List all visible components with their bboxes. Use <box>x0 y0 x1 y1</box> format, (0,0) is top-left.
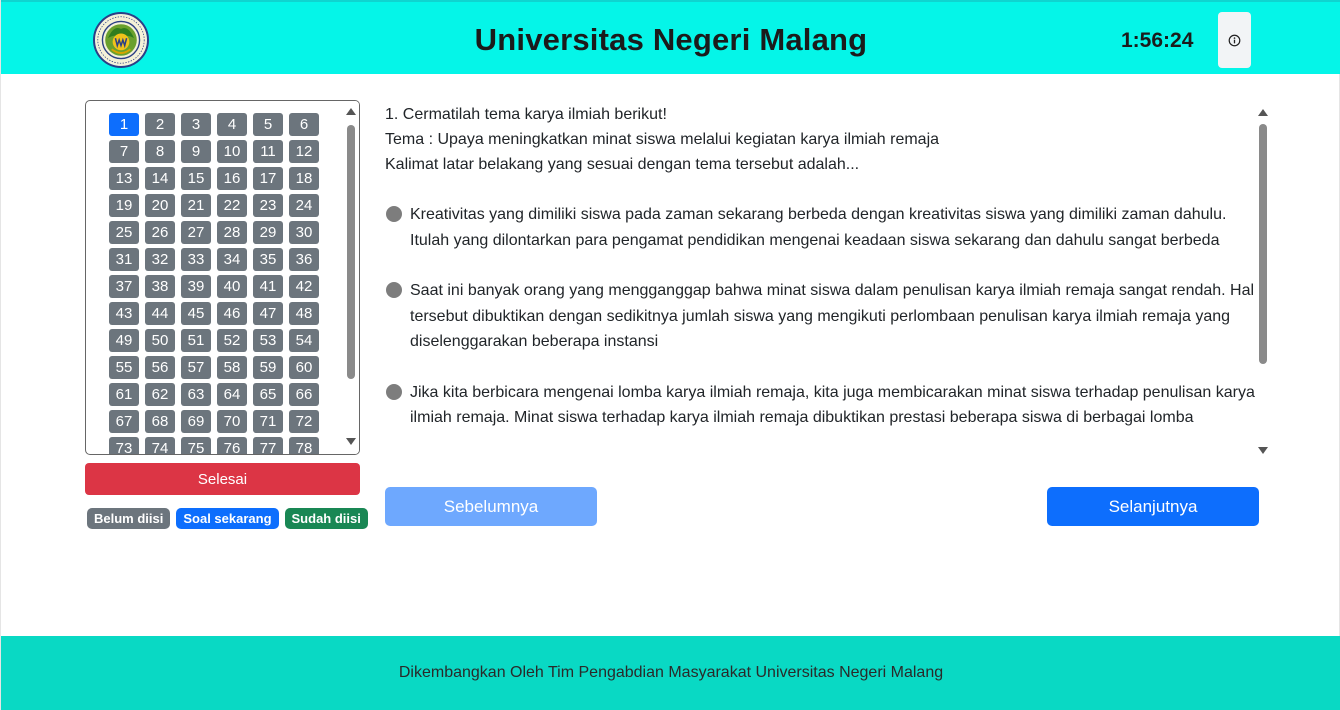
question-number-button[interactable]: 6 <box>289 113 319 136</box>
question-number-button[interactable]: 47 <box>253 302 283 325</box>
answer-option[interactable] <box>385 380 1255 431</box>
question-number-button[interactable]: 9 <box>181 140 211 163</box>
question-number-button[interactable]: 31 <box>109 248 139 271</box>
scroll-up-arrow-icon[interactable] <box>1258 109 1268 116</box>
answer-option[interactable] <box>385 278 1255 355</box>
question-number-button[interactable]: 72 <box>289 410 319 433</box>
question-number-button[interactable]: 17 <box>253 167 283 190</box>
question-number-button[interactable]: 63 <box>181 383 211 406</box>
question-number-button[interactable]: 54 <box>289 329 319 352</box>
footer-text: Dikembangkan Oleh Tim Pengabdian Masyarakat Universitas Negeri Malang <box>398 664 944 681</box>
question-number-button[interactable]: 16 <box>217 167 247 190</box>
question-number-button[interactable]: 33 <box>181 248 211 271</box>
question-number-button[interactable]: 52 <box>217 329 247 352</box>
question-number-button[interactable]: 24 <box>289 194 319 217</box>
question-number-button[interactable]: 57 <box>181 356 211 379</box>
question-number-button[interactable]: 3 <box>181 113 211 136</box>
finish-button[interactable]: Selesai <box>85 463 360 495</box>
question-number-button[interactable]: 39 <box>181 275 211 298</box>
scroll-thumb[interactable] <box>1259 124 1267 364</box>
question-number-button[interactable]: 23 <box>253 194 283 217</box>
question-number-button[interactable]: 55 <box>109 356 139 379</box>
question-number-button[interactable]: 20 <box>145 194 175 217</box>
question-number-button[interactable]: 10 <box>217 140 247 163</box>
question-number-button[interactable]: 30 <box>289 221 319 244</box>
countdown-timer: 1:56:24 <box>1121 29 1194 52</box>
question-number-button[interactable]: 5 <box>253 113 283 136</box>
question-number-button[interactable]: 34 <box>217 248 247 271</box>
question-number-button[interactable]: 40 <box>217 275 247 298</box>
previous-button[interactable]: Sebelumnya <box>385 487 597 526</box>
question-number-button[interactable]: 73 <box>109 437 139 455</box>
question-number-button[interactable]: 75 <box>181 437 211 455</box>
next-button[interactable]: Selanjutnya <box>1047 487 1259 526</box>
question-number-button[interactable]: 29 <box>253 221 283 244</box>
question-number-button[interactable]: 21 <box>181 194 211 217</box>
question-number-button[interactable]: 13 <box>109 167 139 190</box>
question-number-button[interactable]: 67 <box>109 410 139 433</box>
question-number-button[interactable]: 51 <box>181 329 211 352</box>
question-number-button[interactable]: 48 <box>289 302 319 325</box>
navigator-scrollbar[interactable] <box>343 101 359 454</box>
question-instruction: Kalimat latar belakang yang sesuai dengan tema tersebut adalah... <box>385 156 860 173</box>
question-number-button[interactable]: 7 <box>109 140 139 163</box>
question-number-button[interactable]: 59 <box>253 356 283 379</box>
radio-button[interactable] <box>386 206 402 222</box>
question-number-button[interactable]: 19 <box>109 194 139 217</box>
radio-button[interactable] <box>386 282 402 298</box>
radio-button[interactable] <box>386 384 402 400</box>
question-number-button[interactable]: 27 <box>181 221 211 244</box>
question-number-button[interactable]: 77 <box>253 437 283 455</box>
scroll-down-arrow-icon[interactable] <box>346 438 356 445</box>
question-number-button[interactable]: 11 <box>253 140 283 163</box>
question-number-button[interactable]: 12 <box>289 140 319 163</box>
question-number-button[interactable]: 26 <box>145 221 175 244</box>
question-scrollbar[interactable] <box>1255 102 1271 460</box>
question-number-button[interactable]: 50 <box>145 329 175 352</box>
question-panel <box>385 102 1255 460</box>
question-number-button[interactable]: 36 <box>289 248 319 271</box>
question-number-button[interactable]: 18 <box>289 167 319 190</box>
question-number-button[interactable]: 32 <box>145 248 175 271</box>
question-number-button[interactable]: 44 <box>145 302 175 325</box>
question-text <box>385 102 1255 177</box>
question-number-button[interactable]: 61 <box>109 383 139 406</box>
question-number-button[interactable]: 15 <box>181 167 211 190</box>
question-number-button[interactable]: 25 <box>109 221 139 244</box>
question-number-button[interactable]: 62 <box>145 383 175 406</box>
question-number-button[interactable]: 45 <box>181 302 211 325</box>
question-number-button[interactable]: 43 <box>109 302 139 325</box>
question-number-button[interactable]: 70 <box>217 410 247 433</box>
question-number-button[interactable]: 4 <box>217 113 247 136</box>
header-bar <box>1 0 1340 74</box>
question-number-button[interactable]: 78 <box>289 437 319 455</box>
question-number-button[interactable]: 74 <box>145 437 175 455</box>
question-number-button[interactable]: 65 <box>253 383 283 406</box>
question-number-button[interactable]: 22 <box>217 194 247 217</box>
question-theme: Tema : Upaya meningkatkan minat siswa melalui kegiatan karya ilmiah remaja <box>385 131 940 148</box>
question-number-button[interactable]: 58 <box>217 356 247 379</box>
info-button[interactable] <box>1218 12 1251 68</box>
answer-option-text: Jika kita berbicara mengenai lomba karya ilmiah remaja, kita juga membicarakan minat siswa terhadap penulisan karya ilmiah remaja. Minat siswa terhadap karya ilmiah remaja dibuktikan prestasi beberapa siswa di berbagai lomba <box>410 383 1255 426</box>
answer-option-text: Saat ini banyak orang yang mengganggap bahwa minat siswa dalam penulisan karya ilmiah remaja sangat rendah. Hal tersebut dibuktikan dengan sedikitnya jumlah siswa yang mengikuti perlombaan penulisan karya ilmiah remaja yang diselenggarakan beberapa instansi <box>410 282 1255 350</box>
question-number-button[interactable]: 53 <box>253 329 283 352</box>
scroll-down-arrow-icon[interactable] <box>1258 447 1268 454</box>
answer-option-text: Kreativitas yang dimiliki siswa pada zaman sekarang berbeda dengan kreativitas siswa yang dimiliki zaman dahulu. Itulah yang dilontarkan para pengamat pendidikan mengenai keadaan siswa sekarang dan dahulu sangat berbeda <box>410 206 1227 249</box>
question-number-button[interactable]: 41 <box>253 275 283 298</box>
question-number-button[interactable]: 1 <box>109 113 139 136</box>
question-number-button[interactable]: 66 <box>289 383 319 406</box>
question-number-button[interactable]: 42 <box>289 275 319 298</box>
page-title: Universitas Negeri Malang <box>474 22 868 57</box>
question-number-button[interactable]: 71 <box>253 410 283 433</box>
question-number-grid <box>109 113 321 455</box>
info-circle-icon <box>1228 34 1241 47</box>
answer-options <box>385 202 1255 431</box>
question-number-button[interactable]: 76 <box>217 437 247 455</box>
scroll-thumb[interactable] <box>347 125 355 379</box>
question-number-button[interactable]: 46 <box>217 302 247 325</box>
question-number-button[interactable]: 14 <box>145 167 175 190</box>
question-number-button[interactable]: 28 <box>217 221 247 244</box>
question-number-button[interactable]: 35 <box>253 248 283 271</box>
question-number-button[interactable]: 8 <box>145 140 175 163</box>
footer-bar <box>1 636 1340 710</box>
legend-answered-badge: Sudah diisi <box>285 508 368 529</box>
question-number-button[interactable]: 2 <box>145 113 175 136</box>
scroll-up-arrow-icon[interactable] <box>346 108 356 115</box>
question-navigator <box>85 100 360 455</box>
question-number-button[interactable]: 64 <box>217 383 247 406</box>
status-legend <box>87 508 368 529</box>
legend-unanswered-badge: Belum diisi <box>87 508 170 529</box>
question-number-button[interactable]: 49 <box>109 329 139 352</box>
question-number-button[interactable]: 69 <box>181 410 211 433</box>
question-number-button[interactable]: 60 <box>289 356 319 379</box>
answer-option[interactable] <box>385 202 1255 253</box>
question-number-button[interactable]: 56 <box>145 356 175 379</box>
question-number-button[interactable]: 68 <box>145 410 175 433</box>
legend-current-badge: Soal sekarang <box>176 508 278 529</box>
question-number-button[interactable]: 38 <box>145 275 175 298</box>
question-prompt: 1. Cermatilah tema karya ilmiah berikut! <box>385 106 667 123</box>
question-number-button[interactable]: 37 <box>109 275 139 298</box>
